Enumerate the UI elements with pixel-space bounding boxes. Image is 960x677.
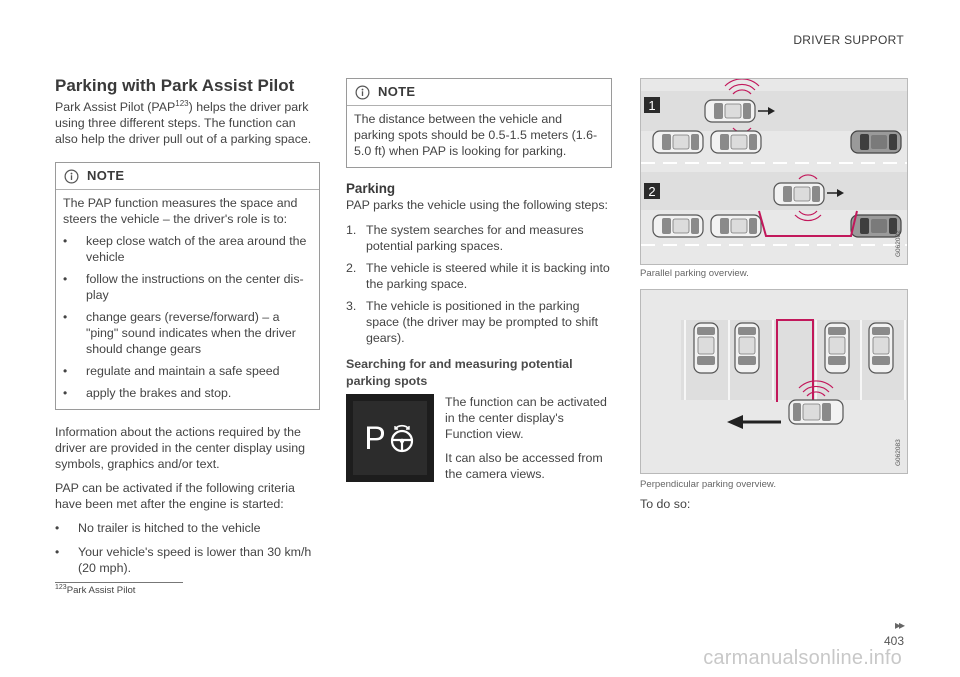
fig-marker-2: 2 — [648, 184, 656, 199]
figure-code: G062083 — [895, 439, 902, 466]
todo-text: To do so: — [640, 497, 691, 511]
intro-paragraph — [55, 99, 320, 147]
footnote-ref[interactable]: 123 — [175, 98, 189, 108]
parking-intro: PAP parks the vehicle using the following steps: — [346, 198, 608, 212]
list-item: 3. The vehicle is positioned in the parking space (the driver may be prompted to shift gears). — [346, 299, 599, 345]
list-item: • keep close watch of the area around the vehicle — [63, 234, 307, 264]
camera-text: It can also be accessed from the camera views. — [445, 451, 603, 481]
intro-post: ) helps the driver park using three different steps. The function can also help the driver pull out of a parking space. — [55, 100, 312, 146]
pap-button-image[interactable] — [346, 394, 434, 482]
list-item: 1. The system searches for and measures potential parking spaces. — [346, 223, 584, 253]
fig-marker-1: 1 — [648, 98, 656, 113]
parking-heading: Parking — [346, 181, 396, 196]
list-item: • regulate and maintain a safe speed — [63, 364, 280, 378]
note-title: NOTE — [87, 168, 125, 183]
criteria-paragraph: PAP can be activated if the following criteria have been met after the engine is started: — [55, 481, 295, 511]
note-intro: The PAP function measures the space and steers the vehicle – the driver's role is to: — [63, 196, 298, 226]
page-title: Parking with Park Assist Pilot — [55, 76, 295, 95]
note-header — [56, 163, 319, 190]
info-icon — [355, 85, 370, 100]
steering-wheel-icon — [388, 422, 416, 454]
column-2 — [346, 78, 612, 482]
info-paragraph: Information about the actions required by the driver are provided in the center display using symbols, graphics and/or text. — [55, 425, 306, 471]
pap-button-label: P — [364, 420, 386, 456]
note-box-distance — [346, 78, 612, 168]
parallel-caption: Parallel parking overview. — [640, 268, 749, 279]
pap-function-row — [346, 394, 612, 482]
list-item: • apply the brakes and stop. — [63, 386, 232, 400]
list-item: • change gears (reverse/forward) – a "ping" sound indicates when the driver should change gears — [63, 310, 296, 356]
parallel-parking-figure — [640, 78, 908, 265]
section-header: DRIVER SUPPORT — [793, 33, 904, 47]
note-box-driver-role — [55, 162, 320, 410]
note-body — [56, 195, 319, 401]
watermark: carmanualsonline.info — [703, 647, 902, 669]
next-page-icon[interactable]: ▸▸ — [894, 618, 903, 632]
note-header — [347, 79, 611, 106]
info-icon — [64, 169, 79, 184]
perpendicular-parking-figure — [640, 289, 908, 474]
list-item: • follow the instructions on the center dis-play — [63, 272, 304, 302]
note-text: The distance between the vehicle and parking spots should be 0.5-1.5 meters (1.6-5.0 ft) when PAP is looking for parking. — [354, 112, 598, 158]
list-item: 2. The vehicle is steered while it is backing into the parking space. — [346, 261, 610, 291]
footnote: $^{123}$Park Assist Pilot — [55, 583, 136, 596]
note-title: NOTE — [378, 84, 416, 99]
intro-pre: Park Assist Pilot (PAP — [55, 100, 176, 114]
column-1 — [55, 76, 320, 576]
footnote-divider — [55, 582, 183, 583]
page-number: 403 — [883, 634, 904, 648]
list-item: • No trailer is hitched to the vehicle — [55, 521, 261, 535]
perpendicular-caption: Perpendicular parking overview. — [640, 479, 776, 490]
figure-code: G062082 — [895, 230, 902, 257]
note-body — [347, 111, 611, 159]
list-item: • Your vehicle's speed is lower than 30 km/h (20 mph). — [55, 545, 312, 575]
searching-subheading: Searching for and measuring potential parking spots — [346, 357, 573, 388]
activate-text: The function can be activated in the center display's Function view. — [445, 395, 607, 441]
